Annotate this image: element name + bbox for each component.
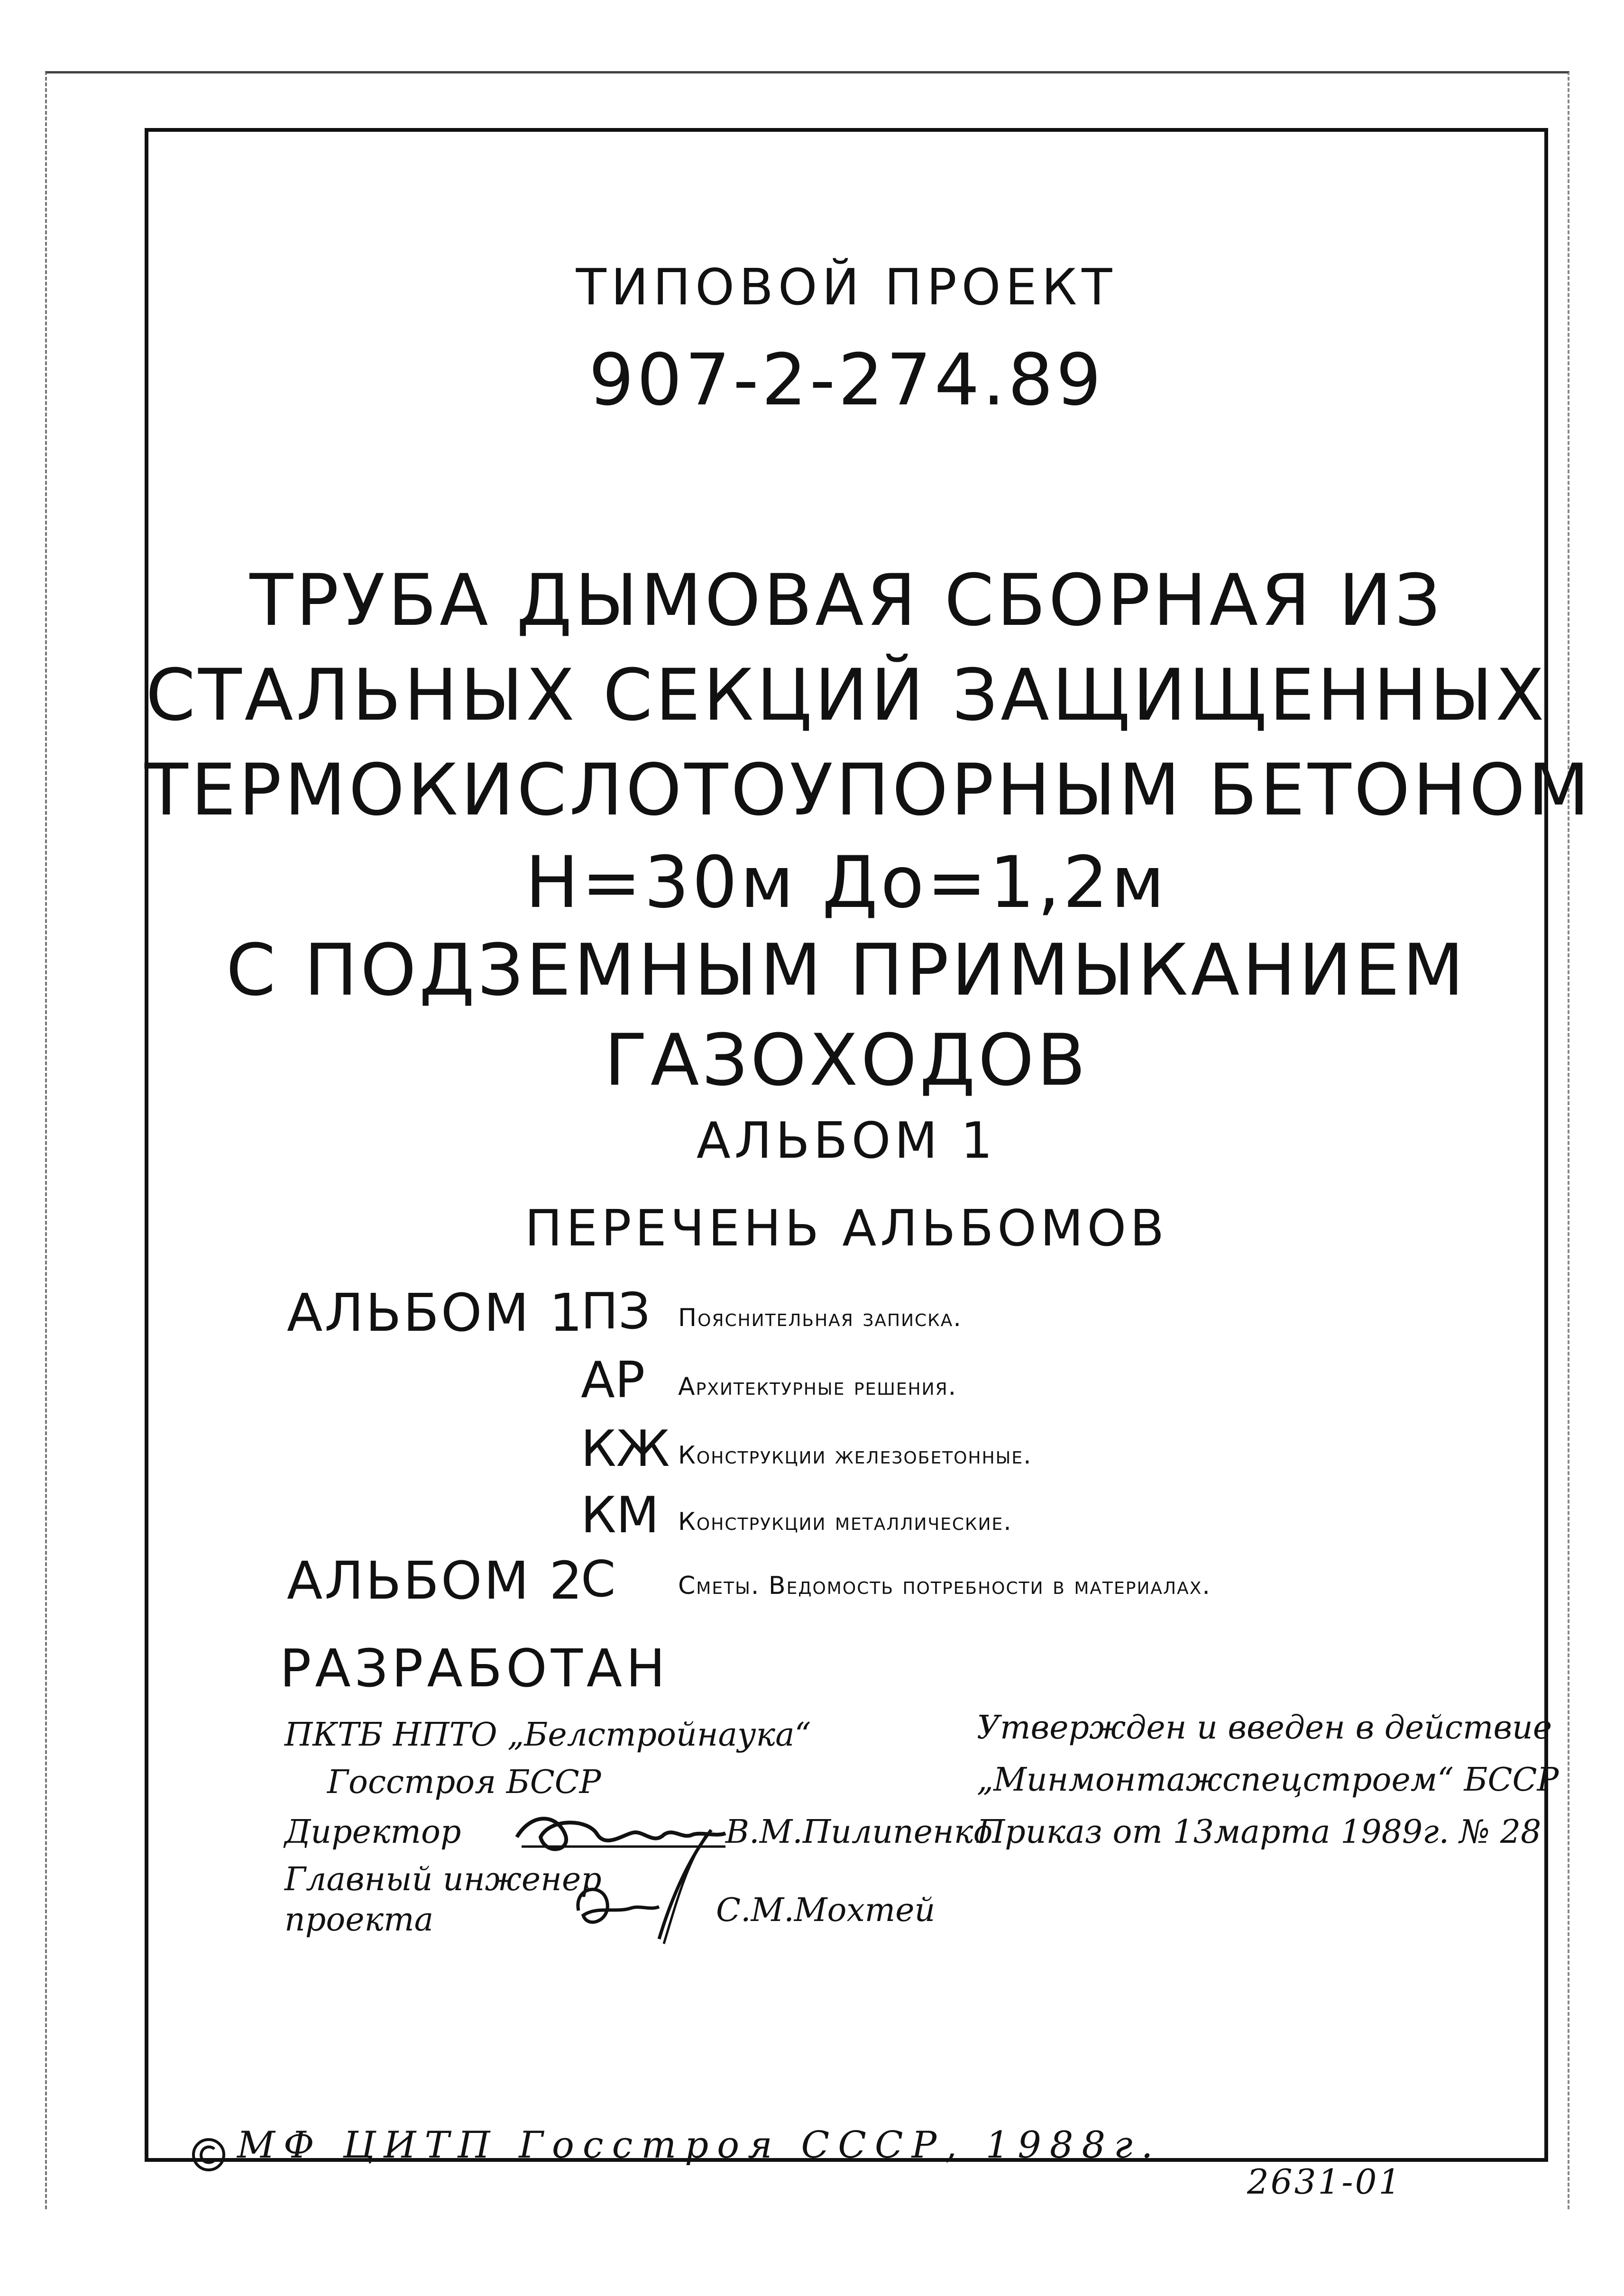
title-line-6: ГАЗОХОДОВ <box>604 1019 1089 1102</box>
albums-list-title: ПЕРЕЧЕНЬ АЛЬБОМОВ <box>524 1199 1168 1257</box>
title-line-2: СТАЛЬНЫХ СЕКЦИЙ ЗАЩИЩЕННЫХ <box>146 654 1547 737</box>
album-row-1-label: АЛЬБОМ 1 <box>287 1282 585 1343</box>
director-name: В.М.Пилипенко <box>725 1813 993 1851</box>
title-line-3: ТЕРМОКИСЛОТОУПОРНЫМ БЕТОНОМ <box>145 749 1592 832</box>
project-type: ТИПОВОЙ ПРОЕКТ <box>576 258 1117 316</box>
album-row-5-code: С <box>581 1550 616 1608</box>
album-row-5-desc: Сметы. Ведомость потребности в материалах. <box>678 1572 1211 1600</box>
title-line-5: С ПОДЗЕМНЫМ ПРИМЫКАНИЕМ <box>226 929 1467 1012</box>
project-number: 907-2-274.89 <box>588 339 1104 421</box>
album-row-5-label: АЛЬБОМ 2 <box>287 1550 585 1611</box>
album-row-2-desc: Архитектурные решения. <box>678 1372 957 1401</box>
sheet-code: 2631-01 <box>1247 2162 1403 2202</box>
copyright-text: МФ ЦИТП Госстроя СССР, 1988г. <box>237 2124 1162 2167</box>
approved-line-3: Приказ от 13марта 1989г. № 28 <box>977 1813 1541 1851</box>
album-row-3-code: КЖ <box>581 1420 670 1478</box>
approved-line-1: Утвержден и введен в действие <box>977 1709 1552 1747</box>
chief-engineer-role-2: проекта <box>284 1901 434 1939</box>
developed-title: РАЗРАБОТАН <box>280 1638 669 1699</box>
title-line-1: ТРУБА ДЫМОВАЯ СБОРНАЯ ИЗ <box>249 559 1443 642</box>
album-row-1-code: ПЗ <box>581 1282 651 1340</box>
copyright-icon <box>190 2136 228 2174</box>
developer-org-line-1: ПКТБ НПТО „Белстройнаука“ <box>284 1716 811 1754</box>
chief-signature-icon <box>569 1825 725 1953</box>
director-role: Директор <box>284 1813 461 1851</box>
title-line-4: Н=30м Дo=1,2м <box>525 842 1168 924</box>
approved-line-2: „Минмонтажспецстроем“ БССР <box>977 1761 1559 1799</box>
album-row-3-desc: Конструкции железобетонные. <box>678 1441 1032 1470</box>
developer-org-line-2: Госстроя БССР <box>327 1764 601 1801</box>
album-row-2-code: АР <box>581 1351 645 1409</box>
album-title: АЛЬБОМ 1 <box>696 1112 997 1170</box>
album-row-4-desc: Конструкции металлические. <box>678 1508 1012 1536</box>
album-row-1-desc: Пояснительная записка. <box>678 1304 962 1332</box>
album-row-4-code: КМ <box>581 1486 660 1544</box>
chief-engineer-name: С.М.Мохтей <box>716 1892 936 1929</box>
chief-engineer-role-1: Главный инженер <box>284 1861 602 1898</box>
